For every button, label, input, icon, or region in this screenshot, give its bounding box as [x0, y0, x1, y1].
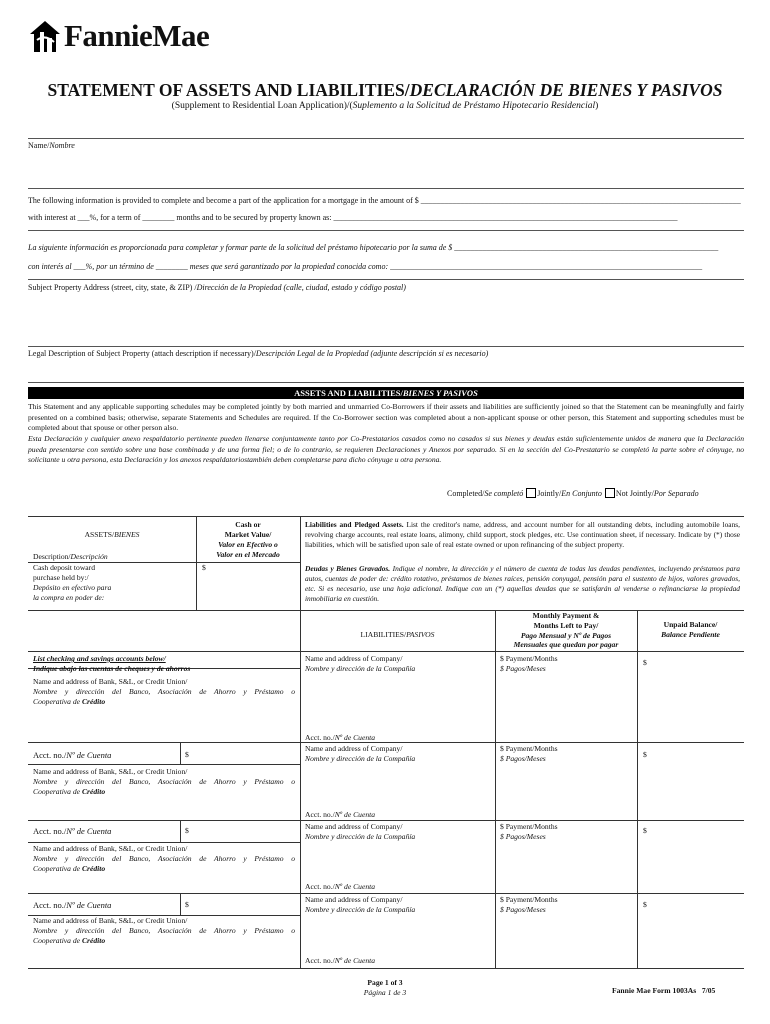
- payment-3-en: $ Payment/Months: [500, 822, 558, 831]
- cash-header-es2: Valor en el Mercado: [216, 550, 280, 559]
- bank-2-en: Name and address of Bank, S&L, or Credit Union/: [33, 767, 188, 776]
- deposit-es2: la compra en poder de:: [33, 593, 105, 602]
- completed-label-es: Se completó: [484, 489, 524, 498]
- liab-acct-3-es: Nº de Cuenta: [334, 882, 376, 891]
- bank-4-en: Name and address of Bank, S&L, or Credit Union/: [33, 916, 188, 925]
- company-2-es: Nombre y dirección de la Compañía: [305, 754, 416, 763]
- not-jointly-label-es: Por Separado: [653, 489, 699, 498]
- asset-acct-3-es: Nº de Cuenta: [66, 900, 112, 910]
- form-number: Fannie Mae Form 1003As 7/05: [612, 986, 716, 995]
- block-2-rule: [28, 820, 744, 821]
- bank-3-es2: Cooperativa de: [33, 864, 82, 873]
- company-1-es: Nombre y dirección de la Compañía: [305, 664, 416, 673]
- liabilities-header-bottom: [28, 651, 744, 652]
- unpaid-balance-header: [637, 620, 744, 640]
- asset-acct-2-en: Acct. no./: [33, 826, 67, 836]
- company-address-4[interactable]: [305, 895, 415, 915]
- block-3-rule: [28, 893, 744, 894]
- liabilities-intro-bold-es: Deudas y Bienes Gravados.: [305, 564, 391, 573]
- assets-header-es: BIENES: [114, 530, 140, 539]
- block-1-rule: [28, 742, 744, 743]
- bank-address-1[interactable]: [33, 677, 295, 707]
- liab-acct-1-es: Nº de Cuenta: [334, 733, 376, 742]
- logo-text: FannieMae: [64, 18, 210, 53]
- assets-desc-header: [33, 552, 108, 562]
- payment-4-es: $ Pagos/Meses: [500, 905, 546, 914]
- title-es: DECLARACIÓN DE BIENES Y PASIVOS: [409, 80, 723, 100]
- liabilities-intro-bold-en: Liabilities and Pledged Assets.: [305, 520, 404, 529]
- deposit-en2: purchase held by:/: [33, 573, 89, 582]
- bank-2-es1: Nombre y dirección del Banco, Asociación de Ahorro y Préstamo o: [33, 777, 295, 786]
- jointly-checkbox[interactable]: [526, 488, 536, 498]
- legal-description-label: [28, 349, 488, 358]
- name-label-es: Nombre: [49, 141, 75, 150]
- asset-value-2[interactable]: $: [185, 826, 189, 835]
- company-address-2[interactable]: [305, 744, 415, 764]
- name-top-rule: [28, 138, 744, 139]
- house-logo-icon: [28, 18, 62, 54]
- company-3-en: Name and address of Company/: [305, 822, 403, 831]
- payment-months-1[interactable]: [500, 654, 558, 674]
- cash-header-en1: Cash or: [235, 520, 261, 529]
- jointly-label-es: En Conjunto: [561, 489, 602, 498]
- legal-label-en: Legal Description of Subject Property (attach description if necessary)/: [28, 349, 256, 358]
- property-address-label: [28, 283, 406, 292]
- liab-acct-2-en: Acct. no./: [305, 810, 335, 819]
- table-bottom-border: [28, 968, 744, 969]
- liabilities-header-en: LIABILITIES/: [360, 630, 407, 639]
- liabilities-intro-en: [305, 520, 740, 550]
- liab-acct-4-es: Nº de Cuenta: [334, 956, 376, 965]
- bank-1-es3: Crédito: [81, 697, 106, 706]
- intro-divider: [28, 230, 744, 231]
- bank-address-4[interactable]: [33, 916, 295, 946]
- monthly-en2: Months Left to Pay/: [533, 620, 599, 630]
- bank-1-es2: Cooperativa de: [33, 697, 82, 706]
- interest-term-line-es[interactable]: con interés al ___%, por un término de ________ meses que será garantizado por la propiedad conocida como: ______________________________________________________________________________: [28, 262, 703, 271]
- asset-acct-3-en: Acct. no./: [33, 900, 67, 910]
- page-es: Página 1 de 3: [363, 988, 407, 997]
- page-number: [335, 978, 435, 998]
- liabilities-header: [300, 630, 495, 640]
- company-address-3[interactable]: [305, 822, 415, 842]
- cash-header-en2: Market Value/: [224, 530, 272, 539]
- payment-1-es: $ Pagos/Meses: [500, 664, 546, 673]
- instructions-es: Esta Declaración y cualquier anexo respaldatorio pertinente pueden llenarse conjuntamente tanto por Co-Prestatarios casados como no casados si sus bienes y deudas están suficientemente unidos de manera que la Declaración pueda presentarse con sentido sobre una base combinada y de una forma fiel; o de lo contrario, se requieren Declaraciones y Anexos por separado. Si en la sección del Co-Prestatario se completó la parte sobre el cónyuge, no solicitante u otra persona, esta Declaración y los anexos respaldatoriostambién deben completarse para dicho cónyuge u otra persona.: [28, 434, 744, 465]
- asset-acct-2-es: Nº de Cuenta: [66, 826, 112, 836]
- monthly-payment-header: [495, 611, 637, 650]
- payment-2-en: $ Payment/Months: [500, 744, 558, 753]
- monthly-es1: Pago Mensual y Nº de Pagos: [520, 630, 612, 640]
- bank-3-es1: Nombre y dirección del Banco, Asociación de Ahorro y Préstamo o: [33, 854, 295, 863]
- bank-4-es3: Crédito: [81, 936, 106, 945]
- liab-acct-4-en: Acct. no./: [305, 956, 335, 965]
- form-title: [0, 80, 770, 101]
- table-top-border: [28, 516, 744, 517]
- assets-header: [28, 530, 196, 540]
- payment-months-3[interactable]: [500, 822, 558, 842]
- cash-header-es1: Valor en Efectivo o: [218, 540, 278, 549]
- acct-1-rule: [28, 764, 300, 765]
- liab-acct-3-en: Acct. no./: [305, 882, 335, 891]
- payment-col-divider: [495, 610, 496, 968]
- bank-3-en: Name and address of Bank, S&L, or Credit Union/: [33, 844, 188, 853]
- not-jointly-label-en: Not Jointly/: [615, 489, 654, 498]
- name-field[interactable]: [28, 188, 744, 189]
- deposit-en1: Cash deposit toward: [33, 563, 96, 572]
- cash-deposit-value[interactable]: $: [202, 563, 206, 572]
- fannie-mae-logo: [28, 18, 209, 54]
- desc-en: Description/: [33, 552, 71, 561]
- liabilities-header-es: PASIVOS: [406, 630, 435, 639]
- company-address-1[interactable]: [305, 654, 415, 674]
- name-field-label: [28, 141, 75, 150]
- payment-2-es: $ Pagos/Meses: [500, 754, 546, 763]
- liability-acct-no-4[interactable]: [305, 956, 375, 966]
- cash-market-header: [196, 520, 300, 560]
- subtitle-en: (Supplement to Residential Loan Application)/(: [171, 101, 353, 111]
- liabilities-intro-text-es: Indique el nombre, la dirección y el número de cuenta de todas las deudas pendientes, incluyendo préstamos para autos, cuentas de poder de: crédito rotativo, préstamos de bienes raíces, pensión conyugal, pensión para el sustento de hijos, valores gravados, etc. Si es necesario, use una hoja adicional. Indique con un (*) aquellas deudas que se satisfarán al venderse o refinanciarse la propiedad inmobiliaria en cuestión.: [305, 564, 741, 603]
- address-label-en: Subject Property Address (street, city, state, & ZIP) /: [28, 283, 197, 292]
- checking-en: List checking and savings accounts below/: [33, 654, 166, 663]
- asset-acct-1-es: Nº de Cuenta: [66, 750, 112, 760]
- asset-value-1[interactable]: $: [185, 750, 189, 759]
- liability-acct-no-1[interactable]: [305, 733, 375, 743]
- address-label-es: Dirección de la Propiedad (calle, ciudad, estado y código postal): [196, 283, 406, 292]
- liability-acct-no-2[interactable]: [305, 810, 375, 820]
- bank-1-en: Name and address of Bank, S&L, or Credit Union/: [33, 677, 188, 686]
- instructions-en: This Statement and any applicable supporting schedules may be completed jointly by both married and unmarried Co-Borrowers if their assets and liabilities are sufficiently joined so that the Statement can be meaningfully and fairly presented on a combined basis; otherwise, separate Statements and Schedules are required. If the Co-Borrower section was completed about a non-applicant spouse or other person, this Statement and supporting schedules must be completed about that spouse or other person also.: [28, 402, 744, 433]
- liabilities-intro-es: [305, 564, 740, 604]
- property-address-field[interactable]: [28, 346, 744, 347]
- balance-col-divider: [637, 610, 638, 968]
- acct-2-rule: [28, 842, 300, 843]
- bank-4-es2: Cooperativa de: [33, 936, 82, 945]
- bank-2-es2: Cooperativa de: [33, 787, 82, 796]
- interest-term-line[interactable]: with interest at ___%, for a term of ________ months and to be secured by property known as: ______________________________________________________________________________________: [28, 213, 678, 222]
- bank-4-es1: Nombre y dirección del Banco, Asociación de Ahorro y Préstamo o: [33, 926, 295, 935]
- form-subtitle: [0, 101, 770, 111]
- page-en: Page 1 of 3: [367, 978, 403, 987]
- monthly-en1: Monthly Payment &: [532, 611, 600, 620]
- mortgage-amount-line-es[interactable]: La siguiente información es proporcionada para completar y formar parte de la solicitud del préstamo hipotecario por la suma de $ __________________________________________________________________: [28, 243, 719, 252]
- unpaid-balance-2[interactable]: $: [643, 750, 647, 759]
- payment-months-2[interactable]: [500, 744, 558, 764]
- checking-savings-header: [33, 654, 190, 674]
- company-1-en: Name and address of Company/: [305, 654, 403, 663]
- assets-header-en: ASSETS/: [84, 530, 115, 539]
- bank-2-es3: Crédito: [81, 787, 106, 796]
- cash-deposit-label: [33, 563, 111, 603]
- name-label-en: Name/: [28, 141, 50, 150]
- monthly-es2: Mensuales que quedan por pagar: [513, 640, 619, 650]
- company-3-es: Nombre y dirección de la Compañía: [305, 832, 416, 841]
- asset-acct-no-3[interactable]: [33, 900, 111, 910]
- asset-acct-no-2[interactable]: [33, 826, 111, 836]
- subtitle-es: Suplemento a la Solicitud de Préstamo Hipotecario Residencial: [352, 101, 596, 111]
- company-4-en: Name and address of Company/: [305, 895, 403, 904]
- checking-es: Indique abajo las cuentas de cheques y de ahorros: [33, 664, 191, 673]
- title-en: STATEMENT OF ASSETS AND LIABILITIES/: [47, 80, 410, 100]
- banner-en: ASSETS AND LIABILITIES/: [294, 388, 403, 398]
- unpaid-en: Unpaid Balance/: [663, 620, 718, 629]
- liabilities-intro-text-en: List the creditor's name, address, and account number for all outstanding debts, including automobile loans, revolving charge accounts, real estate loans, alimony, child support, stock pledges, etc. Use continuation sheet, if necessary. Indicate by (*) those liabilities, which will be satisfied upon sale of real estate owned or upon refinancing of the subject property.: [305, 520, 740, 549]
- acct-3-divider: [180, 893, 181, 915]
- completed-options: [447, 488, 699, 498]
- liability-acct-no-3[interactable]: [305, 882, 375, 892]
- deposit-es1: Depósito en efectivo para: [33, 583, 112, 592]
- bank-address-2[interactable]: [33, 767, 295, 797]
- unpaid-es: Balance Pendiente: [661, 630, 720, 639]
- desc-es: Descripción: [70, 552, 108, 561]
- legal-label-es: Descripción Legal de la Propiedad (adjunte descripción si es necesario): [255, 349, 489, 358]
- payment-3-es: $ Pagos/Meses: [500, 832, 546, 841]
- legal-description-field[interactable]: [28, 382, 744, 383]
- liab-acct-2-es: Nº de Cuenta: [334, 810, 376, 819]
- liab-acct-1-en: Acct. no./: [305, 733, 335, 742]
- bank-3-es3: Crédito: [81, 864, 106, 873]
- jointly-label-en: Jointly/: [537, 489, 562, 498]
- company-4-es: Nombre y dirección de la Compañía: [305, 905, 416, 914]
- acct-2-divider: [180, 820, 181, 842]
- assets-liabilities-banner: [28, 387, 744, 399]
- unpaid-balance-1[interactable]: $: [643, 658, 647, 667]
- not-jointly-checkbox[interactable]: [605, 488, 615, 498]
- intro-divider-es: [28, 279, 744, 280]
- company-2-en: Name and address of Company/: [305, 744, 403, 753]
- asset-acct-no-1[interactable]: [33, 750, 111, 760]
- mortgage-amount-line[interactable]: The following information is provided to complete and become a part of the application for a mortgage in the amount of $ ________________________________________________________________________________: [28, 196, 741, 205]
- completed-label-en: Completed/: [447, 489, 485, 498]
- payment-4-en: $ Payment/Months: [500, 895, 558, 904]
- subtitle-end: ): [595, 101, 599, 111]
- bank-1-es1: Nombre y dirección del Banco, Asociación de Ahorro y Préstamo o: [33, 687, 295, 696]
- acct-1-divider: [180, 742, 181, 764]
- asset-value-3[interactable]: $: [185, 900, 189, 909]
- banner-es: BIENES Y PASIVOS: [402, 388, 478, 398]
- payment-1-en: $ Payment/Months: [500, 654, 558, 663]
- unpaid-balance-3[interactable]: $: [643, 826, 647, 835]
- bank-address-3[interactable]: [33, 844, 295, 874]
- payment-months-4[interactable]: [500, 895, 558, 915]
- asset-acct-1-en: Acct. no./: [33, 750, 67, 760]
- unpaid-balance-4[interactable]: $: [643, 900, 647, 909]
